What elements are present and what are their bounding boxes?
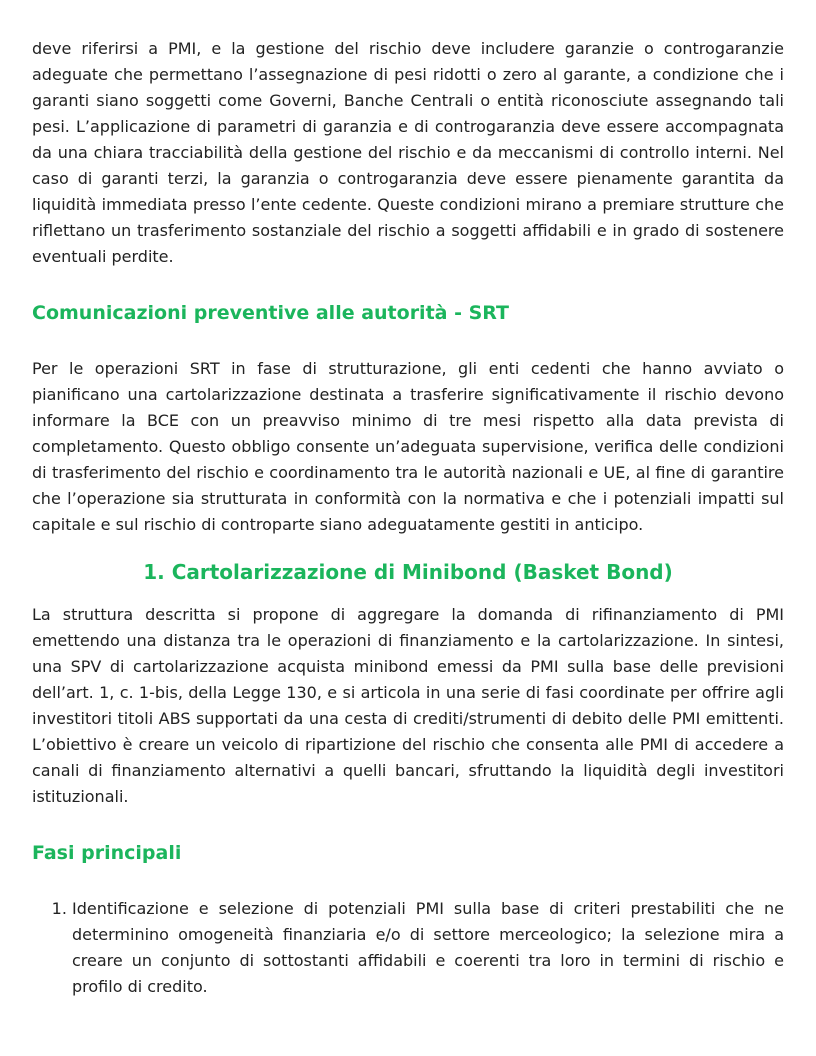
- list-item: 1. Identificazione e selezione di potenziali PMI sulla base di criteri prestabiliti che ne determinino omogeneità finanziaria e/o di settore merceologico; la selezione mira a creare un conjunto di sottostanti affidabili e coerenti tra loro in termini di rischio e profilo di credito.: [72, 896, 784, 1000]
- intro-paragraph: deve riferirsi a PMI, e la gestione del rischio deve includere garanzie o controgaranzie adeguate che permettano l’assegnazione di pesi ridotti o zero al garante, a condizione che i garanti siano soggetti come Governi, Banche Centrali o entità riconosciute assegnando tali pesi. L’applicazione di parametri di garanzia e di controgaranzia deve essere accompagnata da una chiara tracciabilità della gestione del rischio e da meccanismi di controllo interni. Nel caso di garanti terzi, la garanzia o controgaranzia deve essere pienamente garantita da liquidità immediata presso l’ente cedente. Queste condizioni mirano a premiare strutture che riflettano un trasferimento sostanziale del rischio a soggetti affidabili e in grado di sostenere eventuali perdite.: [32, 39, 784, 266]
- minibond-paragraph: La struttura descritta si propone di aggregare la domanda di rifinanziamento di PMI emettendo una distanza tra le operazioni di finanziamento e la cartolarizzazione. In sintesi, una SPV di cartolarizzazione acquista minibond emessi da PMI sulla base delle previsioni dell’art. 1, c. 1-bis, della Legge 130, e si articola in una serie di fasi coordinate per offrire agli investitori titoli ABS supportati da una cesta di crediti/strumenti di debito delle PMI emittenti. L’obiettivo è creare un veicolo di ripartizione del rischio che consenta alle PMI di accedere a canali di finanziamento alternativi a quelli bancari, sfruttando la liquidità degli investitori istituzionali.: [32, 605, 784, 806]
- document-page: [32, 36, 784, 1000]
- srt-paragraph: Per le operazioni SRT in fase di strutturazione, gli enti cedenti che hanno avviato o pianificano una cartolarizzazione destinata a trasferire significativamente il rischio devono informare la BCE con un preavviso minimo di tre mesi rispetto alla data prevista di completamento. Questo obbligo consente un’adeguata supervisione, verifica delle condizioni di trasferimento del rischio e coordinamento tra le autorità nazionali e UE, al fine di garantire che l’operazione sia strutturata in conformità con la normativa e che i potenziali impatti sul capitale e sul rischio di controparte siano adeguatamente gestiti in anticipo.: [32, 359, 784, 534]
- phases-list: [32, 896, 784, 1000]
- section-heading-minibond: 1. Cartolarizzazione di Minibond (Basket Bond): [143, 560, 673, 584]
- section-heading-srt: Comunicazioni preventive alle autorità - SRT: [32, 302, 510, 324]
- section-heading-fasi: Fasi principali: [32, 842, 182, 864]
